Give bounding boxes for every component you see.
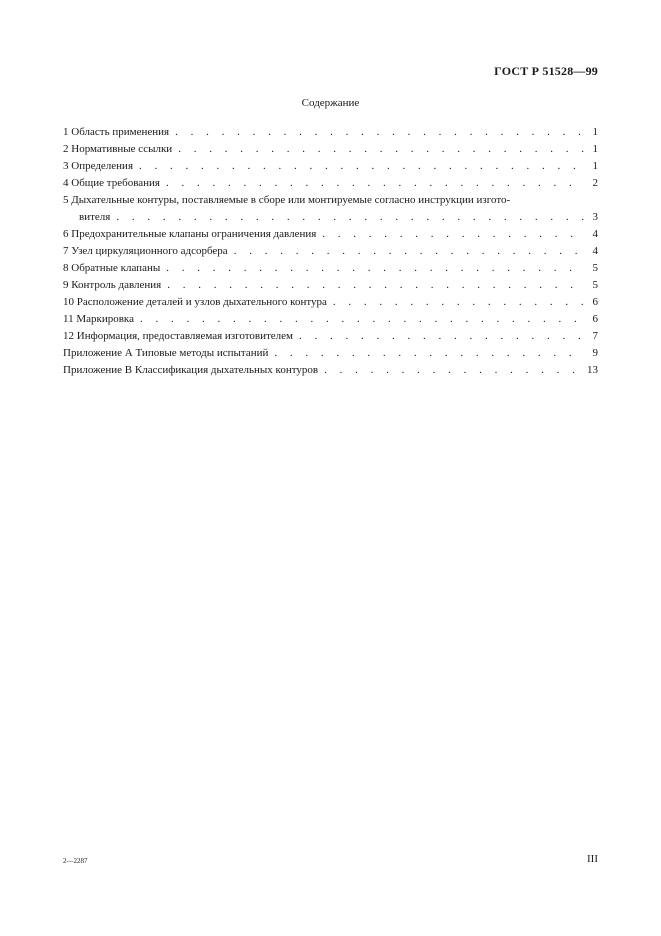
toc-item[interactable]	[63, 158, 598, 175]
toc-item[interactable]	[63, 243, 598, 260]
toc-item-label: 6 Предохранительные клапаны ограничения давления	[63, 228, 317, 240]
toc-item[interactable]	[63, 345, 598, 362]
toc-item-label: 10 Расположение деталей и узлов дыхательного контура	[63, 296, 327, 308]
toc-item-label: Приложение А Типовые методы испытаний	[63, 347, 269, 359]
toc-item-label: 4 Общие требования	[63, 177, 160, 189]
toc-item-label: 1 Область применения	[63, 126, 170, 138]
toc-item[interactable]	[63, 175, 598, 192]
toc-item-label: Приложение В Классификация дыхательных контуров	[63, 364, 319, 376]
toc-item-label: 3 Определения	[63, 160, 134, 172]
dot-leader	[322, 226, 584, 243]
toc-item-page: 5	[592, 279, 598, 291]
toc-item-label: 7 Узел циркуляционного адсорбера	[63, 245, 228, 257]
dot-leader	[116, 209, 584, 226]
table-of-contents	[63, 124, 598, 379]
toc-item[interactable]	[63, 124, 598, 141]
toc-item-page: 3	[592, 211, 598, 223]
dot-leader	[178, 141, 584, 158]
toc-item-page: 2	[592, 177, 598, 189]
dot-leader	[166, 260, 584, 277]
toc-item-page: 1	[592, 126, 598, 138]
toc-item[interactable]	[63, 277, 598, 294]
toc-item-page: 9	[592, 347, 598, 359]
dot-leader	[234, 243, 584, 260]
toc-item-page: 1	[592, 160, 598, 172]
toc-item[interactable]	[63, 226, 598, 243]
dot-leader	[175, 124, 584, 141]
dot-leader	[166, 175, 584, 192]
toc-item-label: 11 Маркировка	[63, 313, 134, 325]
dot-leader	[333, 294, 584, 311]
dot-leader	[139, 158, 584, 175]
toc-item[interactable]	[63, 311, 598, 328]
toc-item[interactable]	[63, 362, 598, 379]
toc-item-page: 5	[592, 262, 598, 274]
toc-item-page: 6	[592, 296, 598, 308]
toc-item-page: 1	[592, 143, 598, 155]
toc-item-label: 9 Контроль давления	[63, 279, 162, 291]
toc-item-label: 12 Информация, предоставляемая изготовителем	[63, 330, 293, 342]
print-code: 2—2287	[63, 857, 88, 865]
toc-item[interactable]	[63, 141, 598, 158]
toc-item-page: 4	[592, 228, 598, 240]
toc-item-wrapped-line2[interactable]	[63, 209, 598, 226]
dot-leader	[167, 277, 584, 294]
toc-title: Содержание	[301, 97, 360, 109]
dot-leader	[274, 345, 584, 362]
dot-leader	[324, 362, 583, 379]
toc-item-wrapped-line1[interactable]	[63, 192, 598, 209]
toc-item[interactable]	[63, 328, 598, 345]
toc-item-label: вителя	[79, 211, 111, 223]
toc-item[interactable]	[63, 294, 598, 311]
toc-item-label: 2 Нормативные ссылки	[63, 143, 173, 155]
toc-item-page: 4	[592, 245, 598, 257]
toc-item-page: 6	[592, 313, 598, 325]
page-number: III	[587, 853, 598, 865]
toc-item-label: 5 Дыхательные контуры, поставляемые в сборе или монтируемые согласно инструкции изгото-	[63, 194, 511, 206]
dot-leader	[140, 311, 584, 328]
dot-leader	[299, 328, 584, 345]
toc-item-page: 13	[587, 364, 598, 376]
toc-item-label: 8 Обратные клапаны	[63, 262, 161, 274]
toc-item[interactable]	[63, 260, 598, 277]
document-code: ГОСТ Р 51528—99	[494, 64, 598, 78]
toc-item-page: 7	[592, 330, 598, 342]
